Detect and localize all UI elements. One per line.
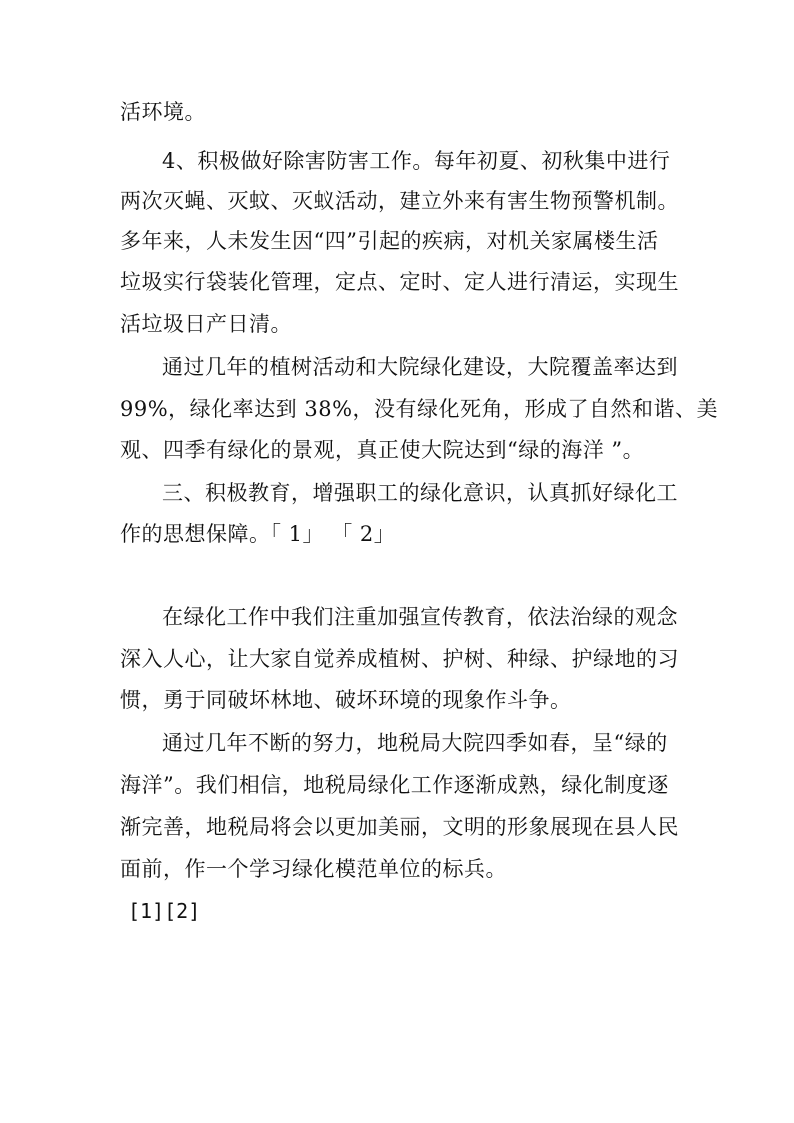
- text-line: 垃圾实行袋装化管理，定点、定时、定人进行清运，实现生: [120, 270, 679, 294]
- text-line: 惯，勇于同破坏林地、破坏环境的现象作斗争。: [120, 688, 572, 712]
- reference-marks: [1][2]: [128, 899, 201, 923]
- text-line: 通过几年不断的努力，地税局大院四季如春，呈“绿的: [162, 731, 668, 755]
- text-line: 渐完善，地税局将会以更加美丽，文明的形象展现在县人民: [120, 815, 679, 839]
- text-line: 海洋”。我们相信，地税局绿化工作逐渐成熟，绿化制度逐: [120, 773, 669, 797]
- text-line: 作的思想保障。「 1」 「 2」: [120, 522, 396, 546]
- text-line: 两次灭蝇、灭蚊、灭蚁活动，建立外来有害生物预警机制。: [120, 189, 679, 213]
- text-line: 三、积极教育，增强职工的绿化意识，认真抓好绿化工: [162, 481, 678, 505]
- text-line: 活环境。: [120, 100, 206, 124]
- text-line: 面前，作一个学习绿化模范单位的标兵。: [120, 857, 507, 881]
- text-line: 活垃圾日产日清。: [120, 312, 292, 336]
- text-line: 99%，绿化率达到 38%，没有绿化死角，形成了自然和谐、美: [120, 397, 719, 421]
- text-line: 观、四季有绿化的景观，真正使大院达到“绿的海洋 ”。: [120, 438, 645, 462]
- text-line: 4、积极做好除害防害工作。每年初夏、初秋集中进行: [162, 149, 671, 173]
- text-line: 多年来，人未发生因“四”引起的疾病，对机关家属楼生活: [120, 229, 659, 253]
- text-line: 在绿化工作中我们注重加强宣传教育，依法治绿的观念: [162, 605, 678, 629]
- text-line: 通过几年的植树活动和大院绿化建设，大院覆盖率达到: [162, 355, 678, 379]
- text-line: 深入人心，让大家自觉养成植树、护树、种绿、护绿地的习: [120, 647, 679, 671]
